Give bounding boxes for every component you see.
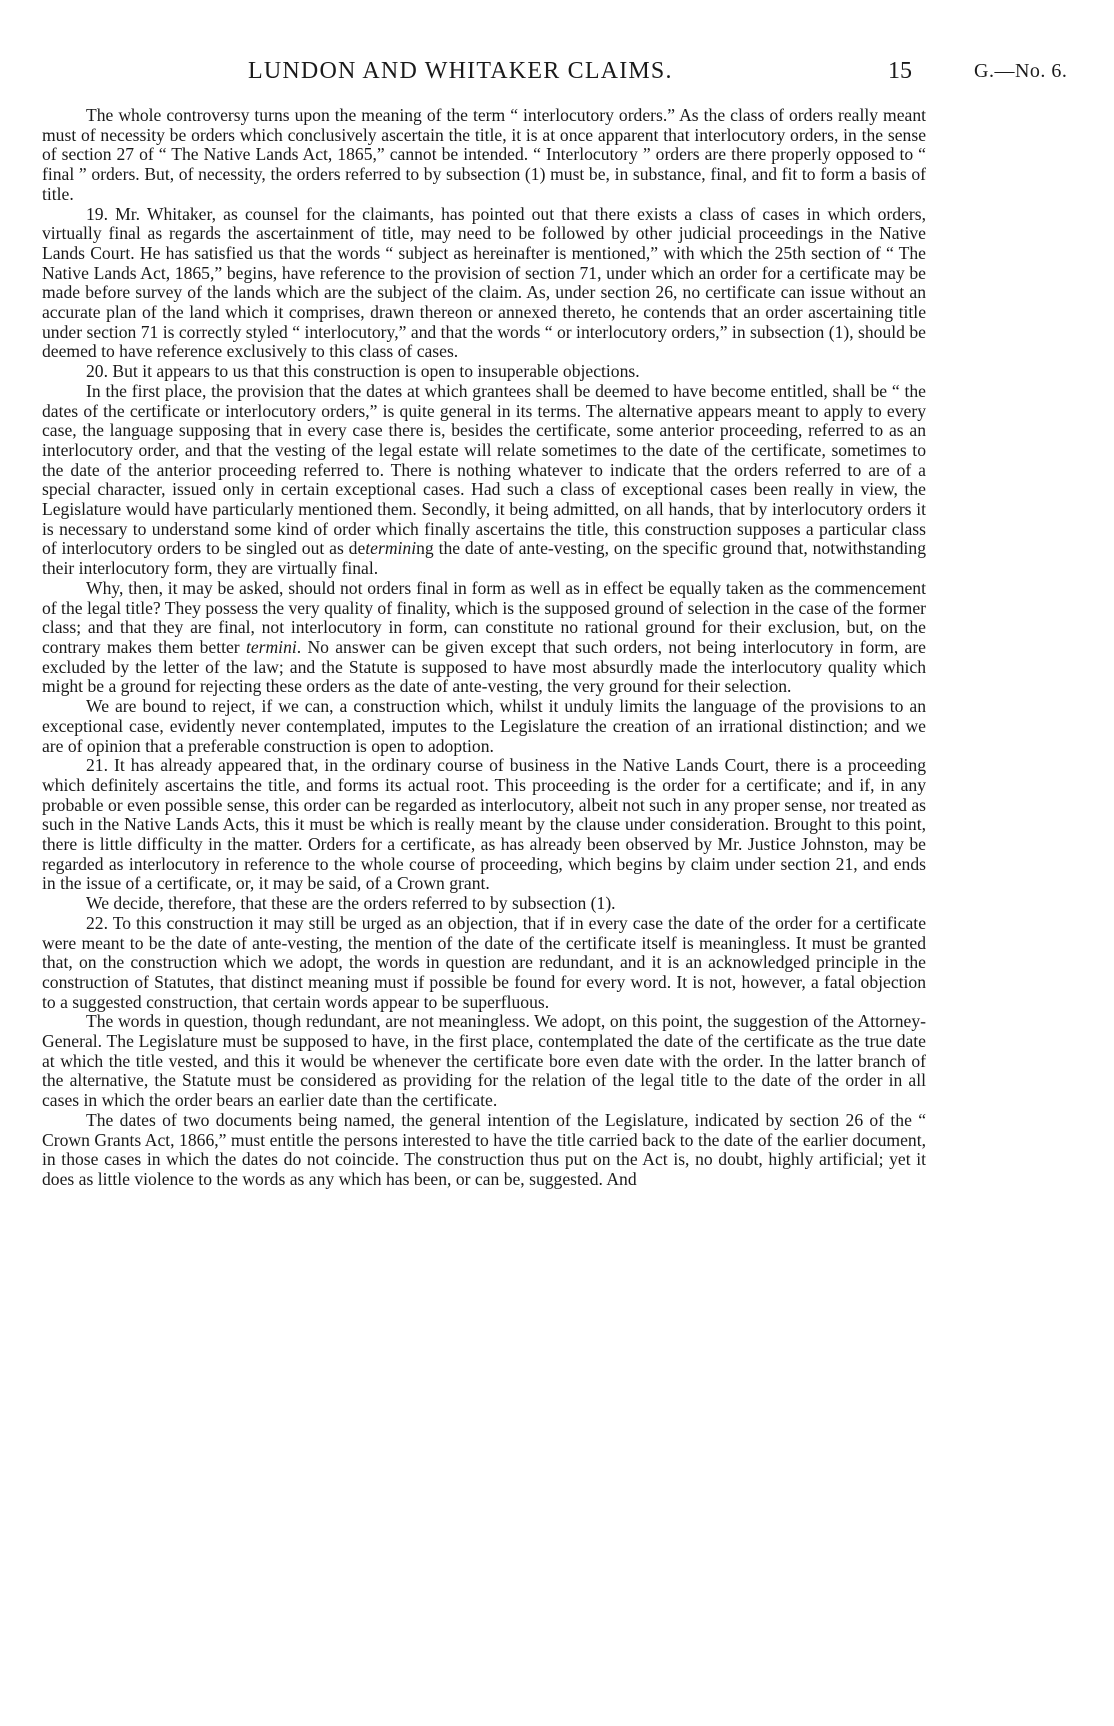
body-text [42,106,926,1190]
italic-term: termini [245,636,297,657]
paragraph-21: 21. It has already appeared that, in the ordinary course of business in the Native Lands Court, there is a proceeding which definitely ascertains the title, and forms its actual root. This proceeding is the order for a certificate; and if, in any probable or even possible sense, this order can be regarded as interlocutory, albeit not such in any proper sense, nor treated as such in the Native Lands Acts, this it must be which is really meant by the clause under consideration. Brought to this point, there is little difficulty in the matter. Orders for a certificate, as has already been observed by Mr. Justice Johnston, may be regarded as interlocutory in reference to the whole course of proceeding, which begins by claim under section 21, and ends in the issue of a certificate, or, it may be said, of a Crown grant. [42,755,926,894]
document-reference: G.—No. 6. [974,60,1068,82]
paragraph: The words in question, though redundant, are not meaningless. We adopt, on this point, the suggestion of the Attorney-General. The Legislature must be supposed to have, in the first place, contemplated the date of the certificate as the true date at which the title vested, and this it would be whenever the certificate bore even date with the order. In the latter branch of the alternative, the Statute must be considered as providing for the relation of the legal title to the date of the order in all cases in which the order bears an earlier date than the certificate. [42,1011,926,1111]
paragraph: Why, then, it may be asked, should not orders final in form as well as in effect be equally taken as the commencement of the legal title? They possess the very quality of finality, which is the supposed ground of selection in the case of the former class; and that they are final, not interlocutory in form, can constitute no rational ground for their exclusion, but, on the contrary makes them better termini. No answer can be given except that such orders, not being interlocutory in form, are excluded by the letter of the law; and the Statute is supposed to have most absurdly made the interlocutory quality which might be a ground for rejecting these orders as the date of ante-vesting, the very ground for their selection. [42,577,926,697]
paragraph: We are bound to reject, if we can, a construction which, whilst it unduly limits the language of the provisions to an exceptional case, evidently never contemplated, imputes to the Legislature the creation of an irrational distinction; and we are of opinion that a preferable construction is open to adoption. [42,696,926,756]
paragraph: The whole controversy turns upon the meaning of the term “ interlocutory orders.” As the class of orders really meant must of necessity be orders which conclusively ascertain the title, it is at once apparent that interlocutory orders, in the sense of section 27 of “ The Native Lands Act, 1865,” cannot be intended. “ Interlocutory ” orders are there properly opposed to “ final ” orders. But, of necessity, the orders referred to by subsection (1) must be, in substance, final, and fit to form a basis of title. [42,105,926,204]
paragraph-20: 20. But it appears to us that this construction is open to insuperable objections. [86,361,640,382]
page-number: 15 [888,58,912,84]
paragraph-22: 22. To this construction it may still be urged as an objection, that if in every case the date of the order for a certificate were meant to be the date of ante-vesting, the mention of the date of the certificate itself is meaningless. It must be granted that, on the construction which we adopt, the words in question are redundant, and it is an acknowledged principle in the construction of Statutes, that distinct meaning must if possible be found for every word. It is not, however, a fatal objection to a suggested construction, that certain words appear to be superfluous. [42,912,926,1012]
page-header [0,58,1114,88]
paragraph: In the first place, the provision that the dates at which grantees shall be deemed to have become entitled, shall be “ the dates of the certificate or interlocutory orders,” is quite general in its terms. The alternative appears meant to apply to every case, the language supposing that in every case there is, besides the certificate, some anterior proceeding, referred to as an interlocutory order, and that the vesting of the legal estate will relate sometimes to the date of the certificate, sometimes to the date of the anterior proceeding referred to. There is nothing whatever to indicate that the orders referred to are of a special character, issued only in certain exceptional cases. Had such a class of exceptional cases been really in view, the Legislature would have particularly mentioned them. Secondly, it being admitted, on all hands, that by interlocutory orders it is necessary to understand some kind of order which finally ascertains the title, this construction supposes a particular class of interlocutory orders to be singled out as determining the date of ante-vesting, on the specific ground that, notwithstanding their interlocutory form, they are virtually final. [42,380,926,579]
paragraph: We decide, therefore, that these are the orders referred to by subsection (1). [86,893,616,914]
paragraph-19: 19. Mr. Whitaker, as counsel for the claimants, has pointed out that there exists a class of cases in which orders, virtually final as regards the ascertainment of title, may need to be followed by other judicial proceedings in the Native Lands Court. He has satisfied us that the words “ subject as hereinafter is mentioned,” with which the 25th section of “ The Native Lands Act, 1865,” begins, have reference to the provision of section 71, under which an order for a certificate may be made before survey of the lands which are the subject of the claim. As, under section 26, no certificate can issue without an accurate plan of the land which it comprises, drawn thereon or annexed thereto, he contends that an order ascertaining title under section 71 is correctly styled “ interlocutory,” and that the words “ or interlocutory orders,” in subsection (1), should be deemed to have reference exclusively to this class of cases. [42,203,926,362]
italic-term: termini [365,538,417,559]
paragraph: The dates of two documents being named, the general intention of the Legislature, indicated by section 26 of the “ Crown Grants Act, 1866,” must entitle the persons interested to have the title carried back to the date of the earlier document, in those cases in which the dates do not coincide. The construction thus put on the Act is, no doubt, highly artificial; yet it does as little violence to the words as any which has been, or can be, suggested. And [42,1109,926,1189]
running-title: LUNDON AND WHITAKER CLAIMS. [248,58,673,84]
